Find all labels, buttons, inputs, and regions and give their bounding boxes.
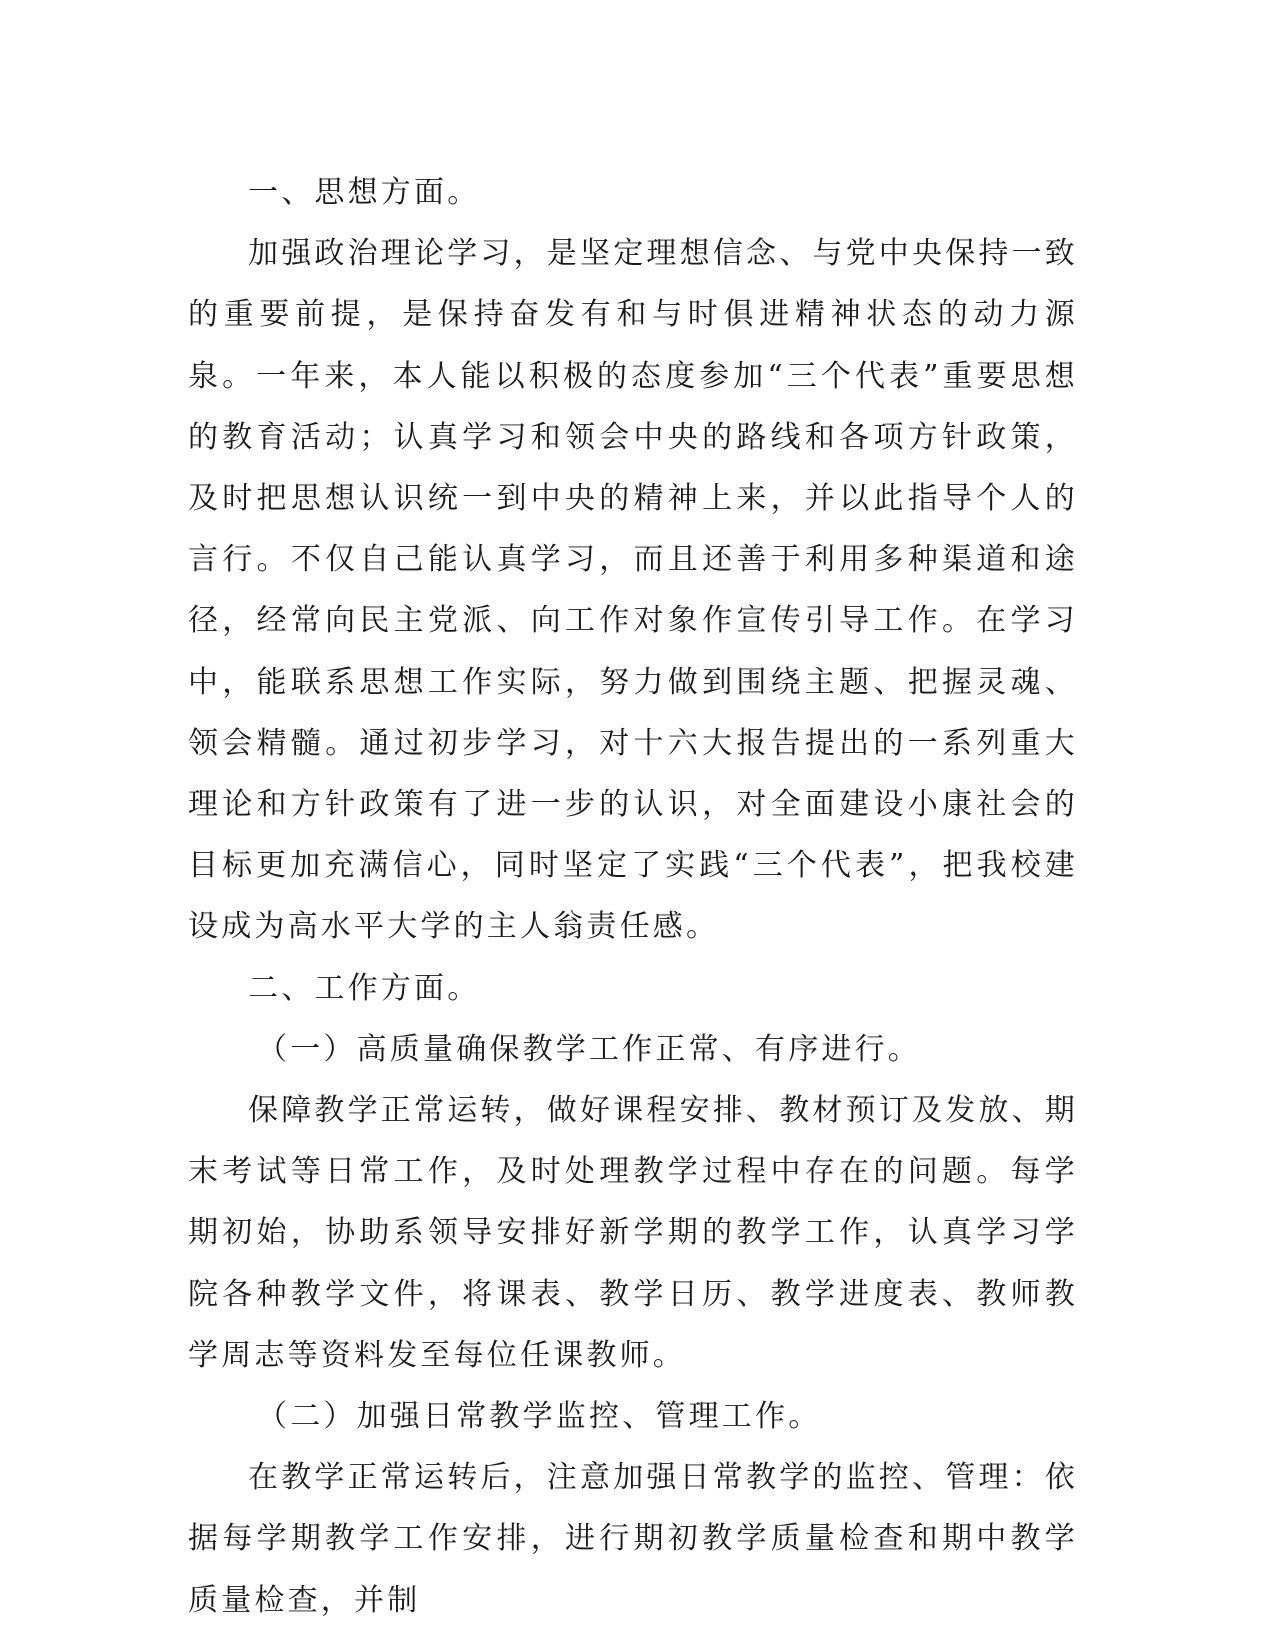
subsection-heading-monitoring: （二）加强日常教学监控、管理工作。	[257, 1399, 822, 1435]
paragraph-monitoring: 在教学正常运转后，注意加强日常教学的监控、管理：依据每学期教学工作安排，进行期初教学质量检查和期中教学质量检查，并制	[188, 1460, 1078, 1618]
section-heading-thought: 一、思想方面。	[248, 175, 481, 210]
section-heading-work: 二、工作方面。	[248, 970, 481, 1006]
paragraph-thought: 加强政治理论学习，是坚定理想信念、与党中央保持一致的重要前提，是保持奋发有和与时俱进精神状态的动力源泉。一年来，本人能以积极的态度参加“三个代表”重要思想的教育活动；认真学习和领会中央的路线和各项方针政策，及时把思想认识统一到中央的精神上来，并以此指导个人的言行。不仅自己能认真学习，而且还善于利用多种渠道和途径，经常向民主党派、向工作对象作宣传引导工作。在学习中，能联系思想工作实际，努力做到围绕主题、把握灵魂、领会精髓。通过初步学习，对十六大报告提出的一系列重大理论和方针政策有了进一步的认识，对全面建设小康社会的目标更加充满信心，同时坚定了实践“三个代表”，把我校建设成为高水平大学的主人翁责任感。	[188, 236, 1078, 945]
subsection-heading-teaching-order: （一）高质量确保教学工作正常、有序进行。	[257, 1031, 921, 1067]
paragraph-teaching-order: 保障教学正常运转，做好课程安排、教材预订及发放、期末考试等日常工作，及时处理教学过程中存在的问题。每学期初始，协助系领导安排好新学期的教学工作，认真学习学院各种教学文件，将课表、教学日历、教学进度表、教师教学周志等资料发至每位任课教师。	[188, 1093, 1078, 1373]
document-body	[188, 162, 1078, 1631]
